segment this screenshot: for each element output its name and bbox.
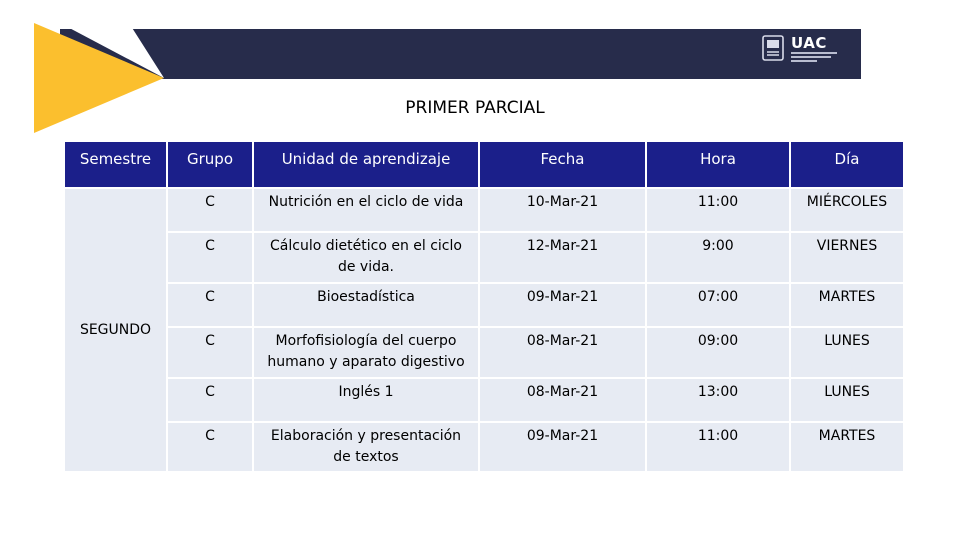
logo-subtitle-lines [791,52,839,64]
row-5-dia: LUNES [791,379,903,421]
row-4-dia: LUNES [791,328,903,377]
row-4-hora: 09:00 [647,328,789,377]
row-2-unidad: Cálculo dietético en el ciclo de vida. [254,233,478,282]
row-3-dia: MARTES [791,284,903,326]
row-6-hora: 11:00 [647,423,789,471]
row-3-grupo: C [168,284,252,326]
page-title: PRIMER PARCIAL [405,98,545,118]
university-crest-icon [761,34,785,62]
row-5-unidad: Inglés 1 [254,379,478,421]
row-1-dia: MIÉRCOLES [791,189,903,231]
row-6-dia: MARTES [791,423,903,471]
row-6-fecha: 09-Mar-21 [480,423,645,471]
row-4-unidad: Morfofisiología del cuerpo humano y aparato digestivo [254,328,478,377]
row-1-grupo: C [168,189,252,231]
row-1-unidad: Nutrición en el ciclo de vida [254,189,478,231]
row-6-grupo: C [168,423,252,471]
row-2-fecha: 12-Mar-21 [480,233,645,282]
row-4-grupo: C [168,328,252,377]
row-3-unidad: Bioestadística [254,284,478,326]
row-5-fecha: 08-Mar-21 [480,379,645,421]
row-2-grupo: C [168,233,252,282]
semestre-value: SEGUNDO [65,189,166,471]
header-dia: Día [791,142,903,187]
logo-wordmark: UAC [791,34,827,52]
row-1-fecha: 10-Mar-21 [480,189,645,231]
header-hora: Hora [647,142,789,187]
row-3-hora: 07:00 [647,284,789,326]
header-band [60,29,861,79]
university-logo [761,34,841,68]
row-6-unidad: Elaboración y presentación de textos [254,423,478,471]
header-fecha: Fecha [480,142,645,187]
row-1-hora: 11:00 [647,189,789,231]
row-5-hora: 13:00 [647,379,789,421]
header-semestre: Semestre [65,142,166,187]
row-3-fecha: 09-Mar-21 [480,284,645,326]
row-2-dia: VIERNES [791,233,903,282]
row-5-grupo: C [168,379,252,421]
header-unidad: Unidad de aprendizaje [254,142,478,187]
row-4-fecha: 08-Mar-21 [480,328,645,377]
row-2-hora: 9:00 [647,233,789,282]
header-grupo: Grupo [168,142,252,187]
